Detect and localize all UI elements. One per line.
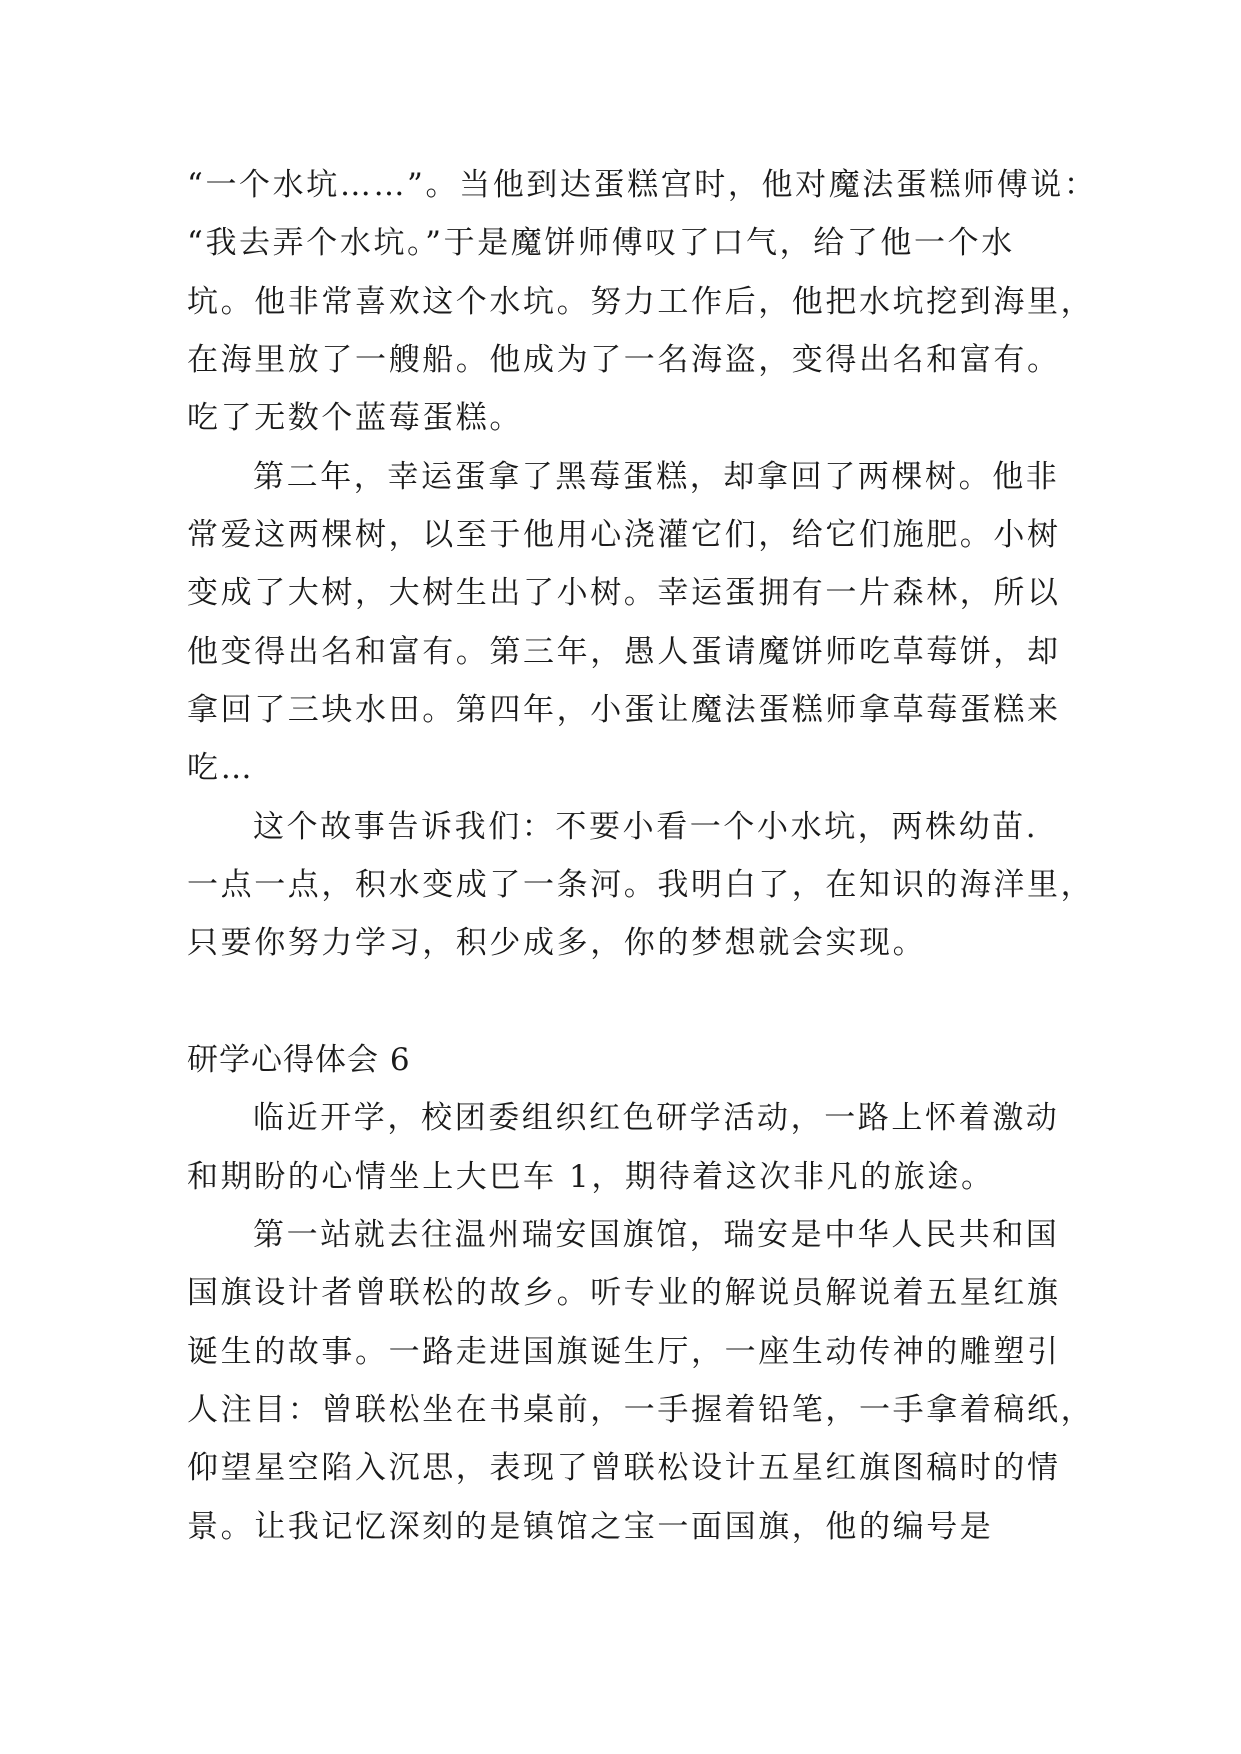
text-line: 拿回了三块水田。第四年，小蛋让魔法蛋糕师拿草莓蛋糕来	[187, 692, 1061, 728]
text-line: 一点一点，积水变成了一条河。我明白了，在知识的海洋里，	[187, 867, 1095, 903]
text-line: 人注目：曾联松坐在书桌前，一手握着铅笔，一手拿着稿纸，	[187, 1392, 1095, 1428]
section-heading: 研学心得体会 6	[187, 1042, 411, 1078]
text-line: 他变得出名和富有。第三年，愚人蛋请魔饼师吃草莓饼，却	[187, 634, 1061, 670]
paragraph-first-line: 这个故事告诉我们：不要小看一个小水坑，两株幼苗.	[253, 809, 1039, 845]
text-line: 景。让我记忆深刻的是镇馆之宝一面国旗，他的编号是	[187, 1509, 994, 1545]
paragraph-first-line: 临近开学，校团委组织红色研学活动，一路上怀着激动	[253, 1100, 1060, 1136]
text-line: “一个水坑……”。当他到达蛋糕宫时，他对魔法蛋糕师傅说：	[187, 167, 1098, 203]
text-line: 常爱这两棵树，以至于他用心浇灌它们，给它们施肥。小树	[187, 517, 1061, 553]
paragraph-first-line: 第一站就去往温州瑞安国旗馆，瑞安是中华人民共和国	[253, 1217, 1060, 1253]
text-line: 吃了无数个蓝莓蛋糕。	[187, 400, 523, 436]
text-line: 在海里放了一艘船。他成为了一名海盗，变得出名和富有。	[187, 342, 1061, 378]
text-line: 诞生的故事。一路走进国旗诞生厅，一座生动传神的雕塑引	[187, 1334, 1061, 1370]
text-line: 和期盼的心情坐上大巴车 1，期待着这次非凡的旅途。	[187, 1159, 995, 1195]
text-line: “我去弄个水坑。”于是魔饼师傅叹了口气，给了他一个水	[187, 225, 1015, 261]
text-line: 仰望星空陷入沉思，表现了曾联松设计五星红旗图稿时的情	[187, 1450, 1061, 1486]
paragraph-first-line: 第二年，幸运蛋拿了黑莓蛋糕，却拿回了两棵树。他非	[253, 459, 1060, 495]
text-line: 只要你努力学习，积少成多，你的梦想就会实现。	[187, 925, 927, 961]
text-line: 变成了大树，大树生出了小树。幸运蛋拥有一片森林，所以	[187, 575, 1061, 611]
text-line: 国旗设计者曾联松的故乡。听专业的解说员解说着五星红旗	[187, 1275, 1061, 1311]
text-line: 坑。他非常喜欢这个水坑。努力工作后，他把水坑挖到海里，	[187, 284, 1095, 320]
text-line: 吃…	[187, 750, 255, 786]
